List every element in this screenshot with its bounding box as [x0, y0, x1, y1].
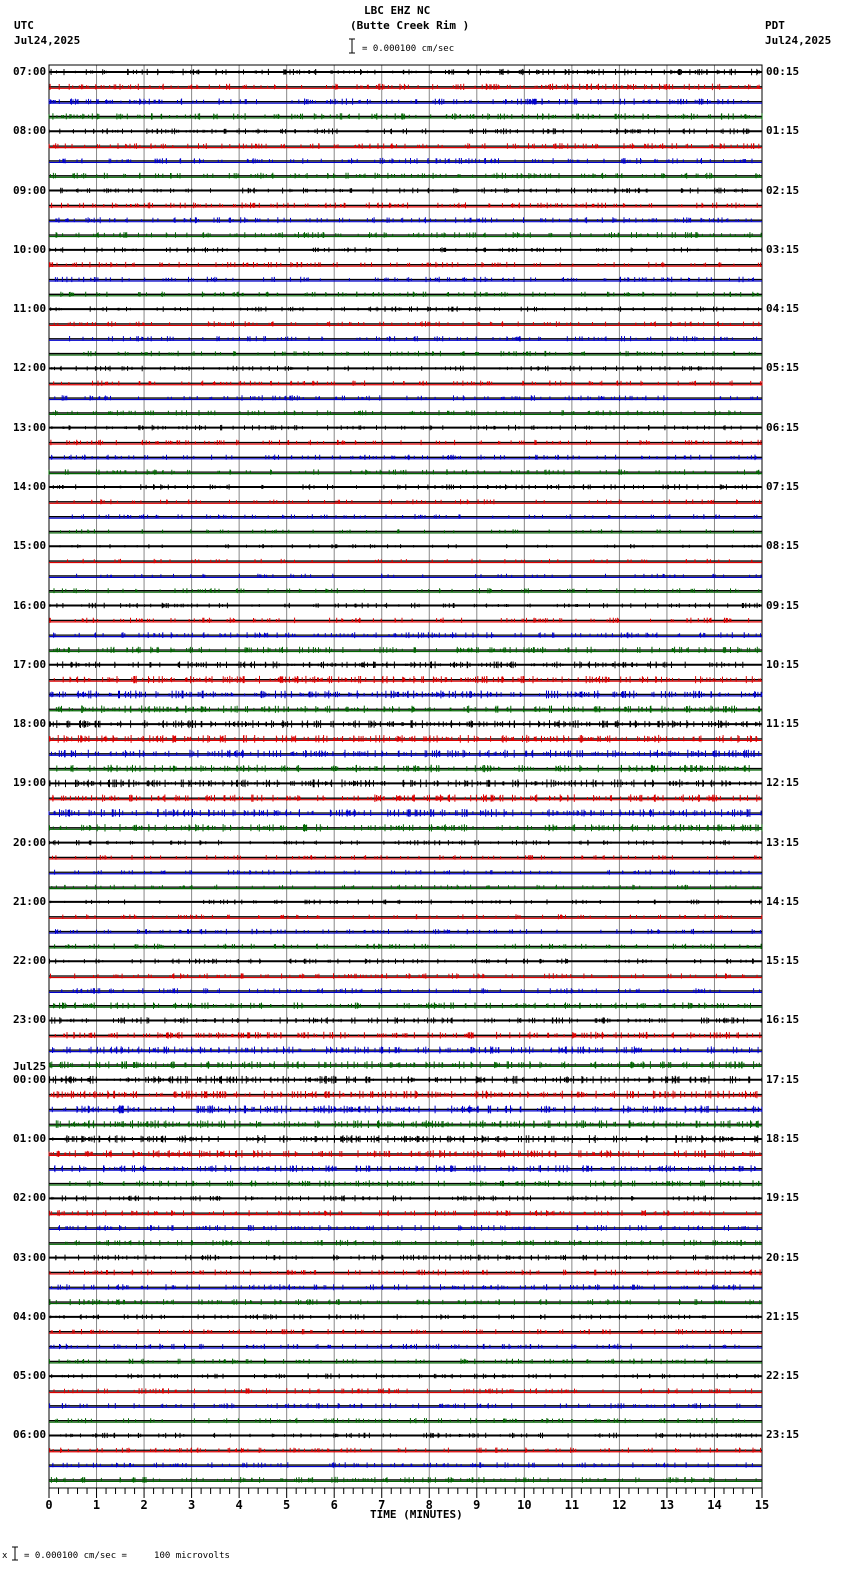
left-hour-label: 13:00 [13, 420, 47, 434]
right-hour-label: 20:15 [766, 1250, 800, 1264]
right-hour-label: 12:15 [766, 776, 800, 790]
x-tick-label: 0 [45, 1498, 53, 1512]
x-tick-label: 13 [659, 1498, 675, 1512]
trace-noise [49, 99, 748, 105]
left-hour-label: 18:00 [13, 717, 47, 731]
right-hour-label: 02:15 [766, 183, 800, 197]
right-hour-label: 15:15 [766, 954, 800, 968]
x-tick-label: 2 [140, 1498, 148, 1512]
footer-scale: = 0.000100 cm/sec = 100 microvolts [24, 1551, 230, 1561]
x-tick-label: 5 [283, 1498, 291, 1512]
left-hour-label: 10:00 [13, 242, 47, 256]
left-hour-label: 06:00 [13, 1428, 47, 1442]
right-hour-label: 01:15 [766, 124, 800, 138]
right-hour-label: 11:15 [766, 717, 800, 731]
x-tick-label: 4 [235, 1498, 243, 1512]
x-tick-label: 14 [707, 1498, 722, 1512]
plot-frame [49, 65, 762, 1488]
right-hour-label: 07:15 [766, 479, 800, 493]
left-hour-label: 08:00 [13, 124, 47, 138]
station-title: LBC EHZ NC [364, 4, 431, 17]
left-hour-label: 23:00 [13, 1013, 47, 1027]
x-tick-label: 9 [473, 1498, 481, 1512]
right-hour-label: 22:15 [766, 1369, 800, 1383]
x-tick-label: 10 [517, 1498, 532, 1512]
x-tick-label: 7 [378, 1498, 386, 1512]
x-tick-label: 15 [754, 1498, 770, 1512]
x-tick-label: 1 [92, 1498, 101, 1512]
right-hour-label: 10:15 [766, 657, 800, 671]
left-hour-label: 02:00 [13, 1191, 47, 1205]
right-hour-label: 04:15 [766, 302, 800, 316]
scale-label: = 0.000100 cm/sec [362, 44, 455, 54]
left-hour-label: 14:00 [13, 479, 47, 493]
left-hour-label: 15:00 [13, 539, 47, 553]
x-tick-label: 6 [330, 1498, 338, 1512]
left-date: Jul24,2025 [14, 34, 81, 47]
left-hour-label: 07:00 [13, 65, 47, 78]
right-date: Jul24,2025 [765, 34, 832, 47]
left-hour-label: 00:00 [13, 1072, 47, 1086]
left-hour-label: 17:00 [13, 657, 47, 671]
right-hour-label: 08:15 [766, 539, 800, 553]
station-location: (Butte Creek Rim ) [350, 19, 470, 32]
left-hour-label: 09:00 [13, 183, 47, 197]
left-hour-label: 20:00 [13, 835, 47, 849]
left-hour-label: 03:00 [13, 1250, 47, 1264]
x-tick-label: 3 [187, 1498, 196, 1512]
footer-marker: x [2, 1551, 8, 1561]
right-hour-label: 16:15 [766, 1013, 800, 1027]
left-timezone: UTC [14, 19, 34, 32]
left-hour-label: 11:00 [13, 302, 47, 316]
x-tick-label: 8 [425, 1498, 433, 1512]
right-hour-label: 21:15 [766, 1309, 800, 1323]
left-hour-label: 16:00 [13, 598, 47, 612]
left-hour-label: 12:00 [13, 361, 47, 375]
right-hour-label: 18:15 [766, 1132, 800, 1146]
x-tick-label: 11 [564, 1498, 580, 1512]
left-hour-label: 22:00 [13, 954, 47, 968]
right-hour-label: 09:15 [766, 598, 800, 612]
right-hour-label: 23:15 [766, 1428, 800, 1442]
x-axis-label: TIME (MINUTES) [370, 1508, 463, 1521]
right-hour-label: 06:15 [766, 420, 800, 434]
left-hour-label: 01:00 [13, 1132, 47, 1146]
left-hour-label: 21:00 [13, 894, 47, 908]
right-timezone: PDT [765, 19, 785, 32]
left-hour-label: 19:00 [13, 776, 47, 790]
right-hour-label: 17:15 [766, 1072, 800, 1086]
right-hour-label: 14:15 [766, 894, 800, 908]
right-hour-label: 03:15 [766, 242, 800, 256]
left-hour-label: 04:00 [13, 1309, 47, 1323]
left-hour-label: 05:00 [13, 1369, 47, 1383]
right-hour-label: 19:15 [766, 1191, 800, 1205]
date-change-label: Jul25 [13, 1059, 47, 1073]
x-tick-label: 12 [612, 1498, 627, 1512]
right-hour-label: 05:15 [766, 361, 800, 375]
right-hour-label: 13:15 [766, 835, 800, 849]
right-hour-label: 00:15 [766, 65, 800, 78]
